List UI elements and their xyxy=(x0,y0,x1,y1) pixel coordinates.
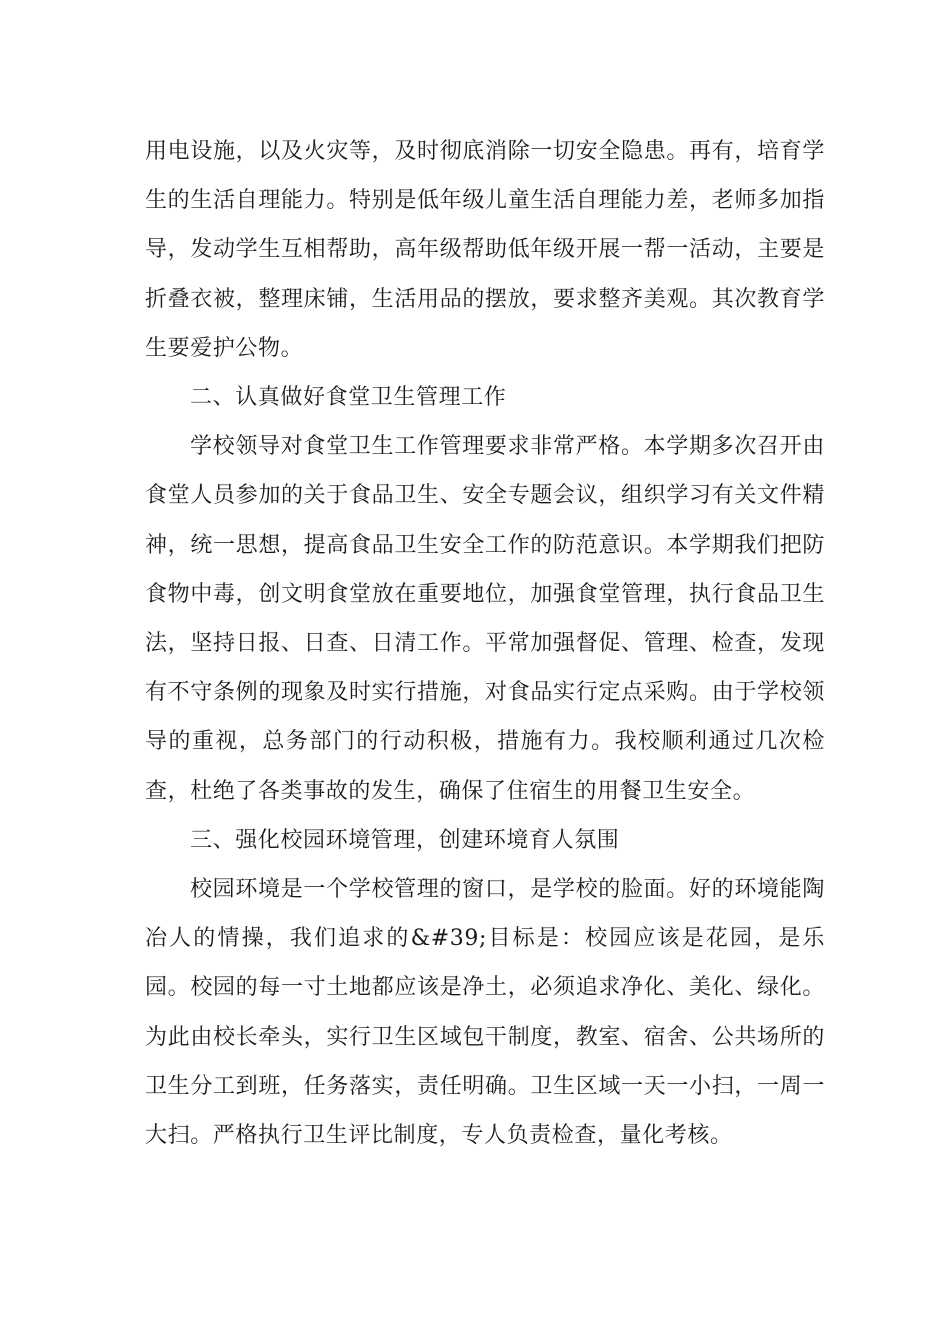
section-heading-3: 三、强化校园环境管理，创建环境育人氛围 xyxy=(190,827,620,853)
document-body xyxy=(145,127,825,1160)
section-heading-2: 二、认真做好食堂卫生管理工作 xyxy=(190,385,507,411)
paragraph-canteen: 学校领导对食堂卫生工作管理要求非常严格。本学期多次召开由食堂人员参加的关于食品卫生、安全专题会议，组织学习有关文件精神，统一思想，提高食品卫生安全工作的防范意识。本学期我们把防食物中毒，创文明食堂放在重要地位，加强食堂管理，执行食品卫生法，坚持日报、日查、日清工作。平常加强督促、管理、检查，发现有不守条例的现象及时实行措施，对食品实行定点采购。由于学校领导的重视，总务部门的行动积极，措施有力。我校顺利通过几次检查，杜绝了各类事故的发生，确保了住宿生的用餐卫生安全。 xyxy=(145,434,825,804)
paragraph-continuation: 用电设施，以及火灾等，及时彻底消除一切安全隐患。再有，培育学生的生活自理能力。特别是低年级儿童生活自理能力差，老师多加指导，发动学生互相帮助，高年级帮助低年级开展一帮一活动，主要是折叠衣被，整理床铺，生活用品的摆放，要求整齐美观。其次教育学生要爱护公物。 xyxy=(145,139,825,361)
paragraph-environment: 校园环境是一个学校管理的窗口，是学校的脸面。好的环境能陶冶人的情操，我们追求的&#39;目标是：校园应该是花园，是乐园。校园的每一寸土地都应该是净土，必须追求净化、美化、绿化。为此由校长牵头，实行卫生区域包干制度，教室、宿舍、公共场所的卫生分工到班，任务落实，责任明确。卫生区域一天一小扫，一周一大扫。严格执行卫生评比制度，专人负责检查，量化考核。 xyxy=(145,877,825,1149)
